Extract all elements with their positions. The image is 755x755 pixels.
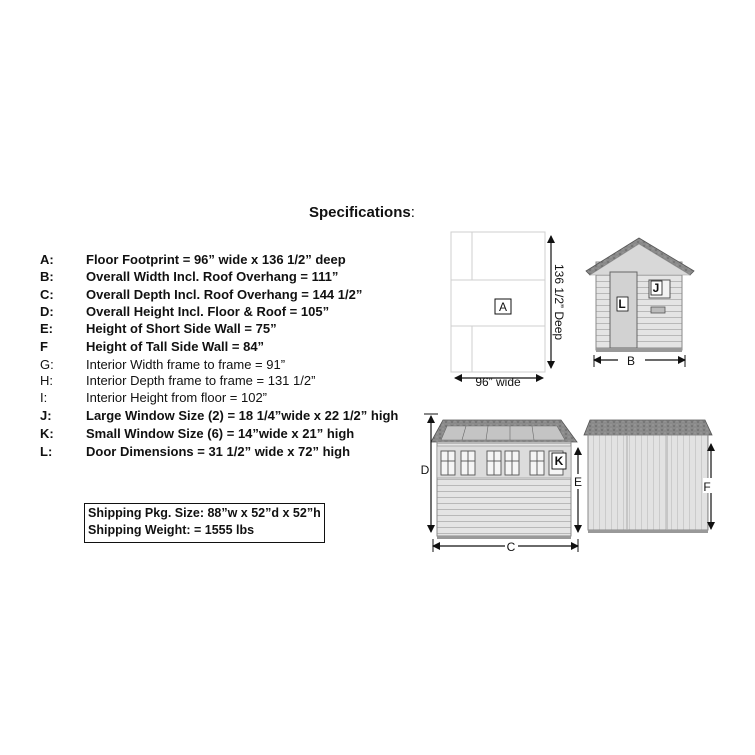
front-width-label: B (626, 354, 636, 368)
spec-value: Large Window Size (2) = 18 1/4”wide x 22 1/2” high (86, 408, 399, 423)
tall-wall-label: F (703, 480, 711, 494)
spec-key: D: (40, 304, 54, 319)
large-window-label: J (652, 281, 660, 295)
spec-value: Door Dimensions = 31 1/2” wide x 72” high (86, 444, 351, 459)
title-text: Specifications (309, 204, 411, 221)
front-elevation (586, 238, 694, 368)
floor-depth-label: 136 1/2” Deep (552, 264, 566, 341)
floor-width-label: 96” wide (475, 375, 521, 389)
short-wall-label: E (573, 475, 583, 489)
spec-value: Height of Tall Side Wall = 84” (86, 339, 265, 354)
back-elevation (584, 420, 717, 533)
small-window-label: K (554, 454, 564, 468)
spec-value: Overall Height Incl. Floor & Roof = 105” (86, 304, 330, 319)
shipping-size: Shipping Pkg. Size: 88”w x 52”d x 52”h (88, 506, 321, 520)
spec-key: I: (40, 390, 48, 405)
side-elevation (421, 414, 585, 554)
spec-key: J: (40, 408, 52, 423)
spec-value: Interior Depth frame to frame = 131 1/2” (86, 373, 316, 388)
spec-value: Interior Height from floor = 102” (86, 390, 267, 405)
overall-depth-label: C (506, 540, 516, 554)
spec-value: Floor Footprint = 96” wide x 136 1/2” deep (86, 252, 346, 267)
door-label: L (618, 297, 626, 311)
floor-plan (451, 232, 566, 389)
spec-key: E: (40, 321, 53, 336)
spec-key: H: (40, 373, 53, 388)
spec-key: F (40, 339, 48, 354)
spec-key: G: (40, 357, 54, 372)
shipping-weight: Shipping Weight: = 1555 lbs (88, 523, 255, 537)
spec-value: Overall Width Incl. Roof Overhang = 111” (86, 269, 339, 284)
spec-value: Height of Short Side Wall = 75” (86, 321, 277, 336)
spec-key: C: (40, 287, 54, 302)
spec-value: Interior Width frame to frame = 91” (86, 357, 286, 372)
spec-key: L: (40, 444, 53, 459)
spec-key: A: (40, 252, 54, 267)
spec-value: Overall Depth Incl. Roof Overhang = 144 1/2” (86, 287, 363, 302)
spec-value: Small Window Size (6) = 14”wide x 21” high (86, 426, 355, 441)
title-colon: : (410, 204, 415, 221)
floor-label: A (498, 300, 508, 314)
spec-key: K: (40, 426, 54, 441)
overall-height-label: D (420, 463, 430, 477)
spec-key: B: (40, 269, 54, 284)
